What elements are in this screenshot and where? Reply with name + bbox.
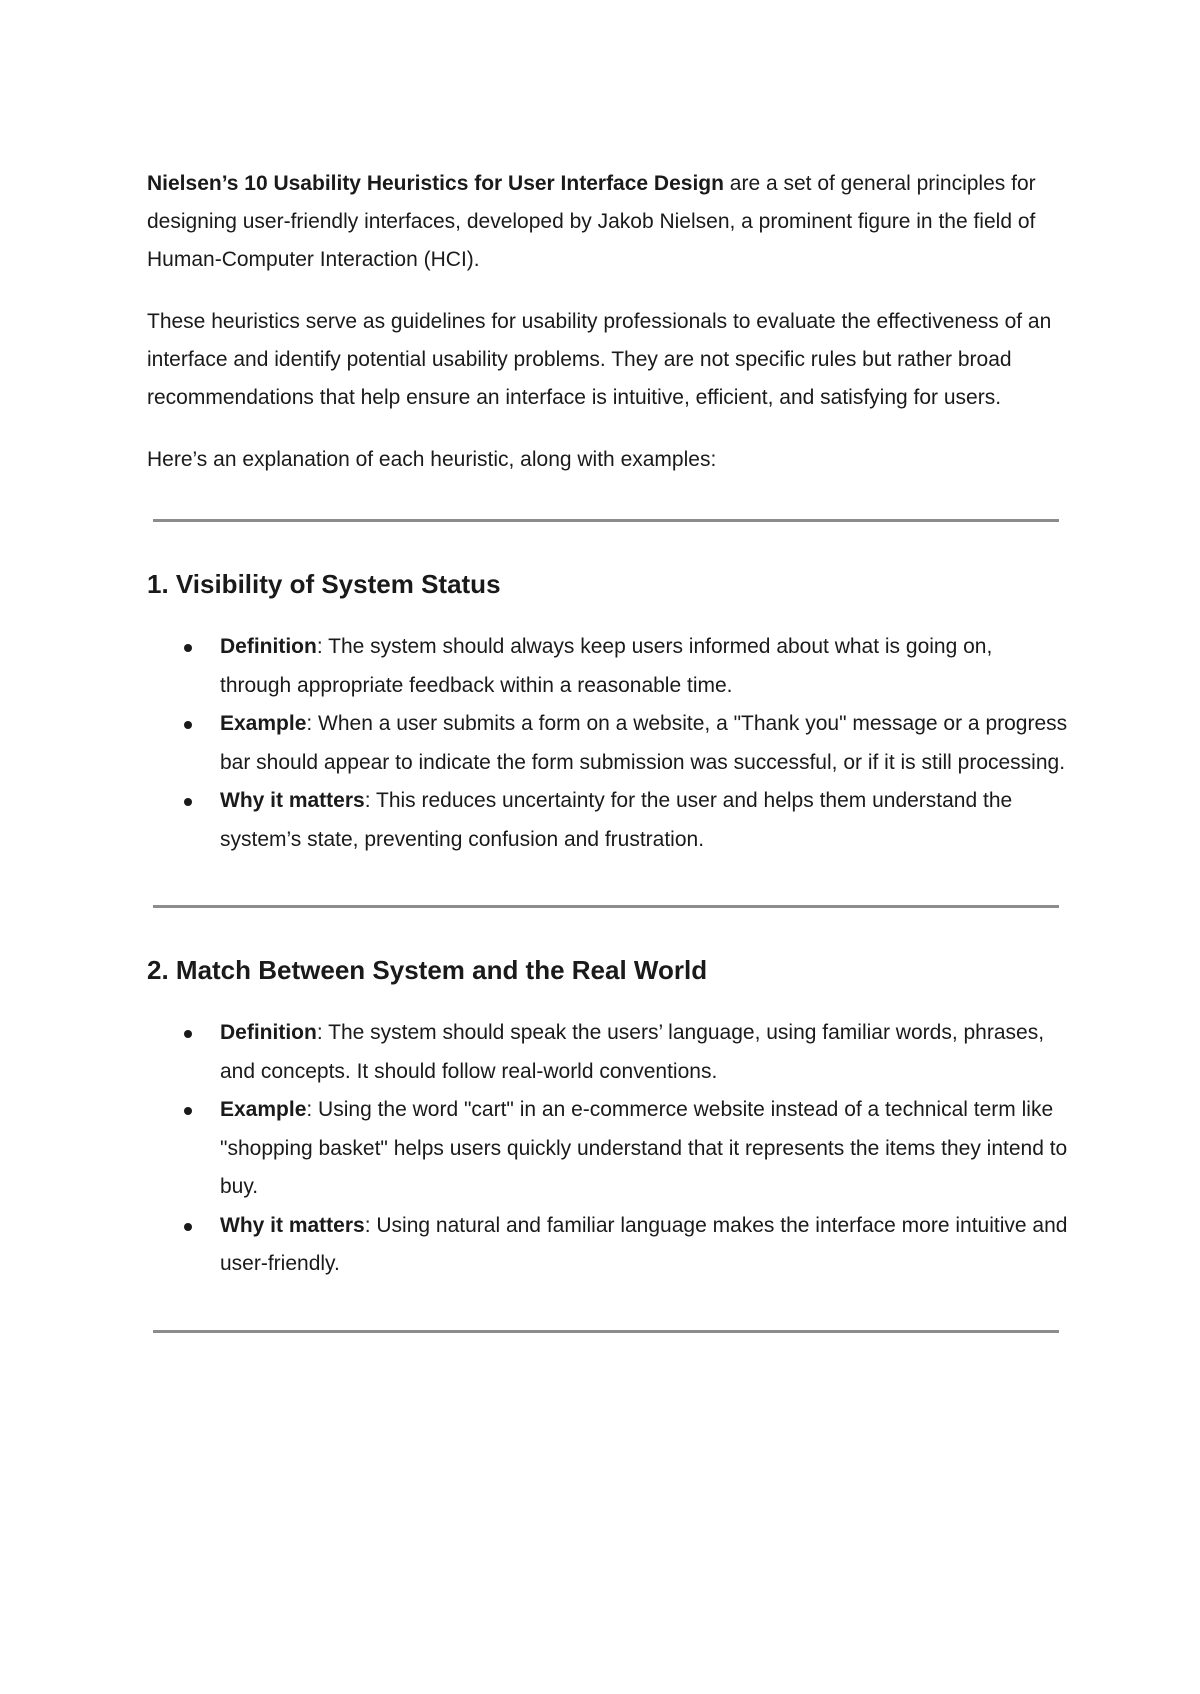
intro-paragraph-1 (147, 165, 1069, 279)
section-divider (153, 519, 1059, 522)
bullet-icon (184, 1030, 192, 1038)
list-item-label: Definition (220, 635, 317, 658)
list-item (147, 782, 1069, 859)
intro-paragraph-2: These heuristics serve as guidelines for usability professionals to evaluate the effectiveness of an interface and identify potential usability problems. They are not specific rules but rather broad recommendations that help ensure an interface is intuitive, efficient, and satisfying for users. (147, 310, 1052, 409)
list-item-text: : When a user submits a form on a website, a "Thank you" message or a progress bar should appear to indicate the form submission was successful, or if it is still processing. (220, 712, 1068, 774)
section-heading-1: 1. Visibility of System Status (147, 569, 501, 599)
bullet-icon (184, 644, 192, 652)
list-item-label: Example (220, 1098, 307, 1121)
list-item (147, 705, 1069, 782)
list-item-text: : The system should speak the users’ language, using familiar words, phrases, and concepts. It should follow real-world conventions. (220, 1021, 1045, 1083)
list-item-text: : Using natural and familiar language makes the interface more intuitive and user-friendly. (220, 1213, 1068, 1275)
intro-title-bold: Nielsen’s 10 Usability Heuristics for User Interface Design (147, 172, 724, 195)
document-page (147, 165, 1069, 1333)
section-divider (153, 905, 1059, 908)
intro-paragraph-3: Here’s an explanation of each heuristic, along with examples: (147, 448, 717, 471)
section-2-list (147, 1014, 1069, 1284)
list-item-label: Why it matters (220, 1213, 365, 1237)
list-item (147, 628, 1069, 705)
list-item-label: Example (220, 712, 307, 735)
section-divider (153, 1330, 1059, 1333)
intro-paragraph-1-text: are a set of general principles for designing user-friendly interfaces, developed by Jakob Nielsen, a prominent figure in the field of Human-Computer Interaction (HCI). (147, 172, 1036, 271)
list-item-label: Why it matters (220, 789, 365, 812)
list-item (147, 1014, 1069, 1091)
bullet-icon (184, 721, 192, 729)
bullet-icon (184, 1223, 192, 1231)
list-item (147, 1207, 1069, 1284)
list-item-text: : The system should always keep users informed about what is going on, through appropriate feedback within a reasonable time. (220, 635, 993, 697)
bullet-icon (184, 1107, 192, 1115)
bullet-icon (184, 798, 192, 806)
list-item (147, 1091, 1069, 1207)
list-item-text: : Using the word "cart" in an e-commerce website instead of a technical term like "shopping basket" helps users quickly understand that it represents the items they intend to buy. (220, 1098, 1068, 1198)
list-item-text: : This reduces uncertainty for the user and helps them understand the system’s state, preventing confusion and frustration. (220, 789, 1013, 851)
list-item-label: Definition (220, 1021, 317, 1044)
section-1-list (147, 628, 1069, 859)
section-heading-2: 2. Match Between System and the Real World (147, 955, 708, 985)
